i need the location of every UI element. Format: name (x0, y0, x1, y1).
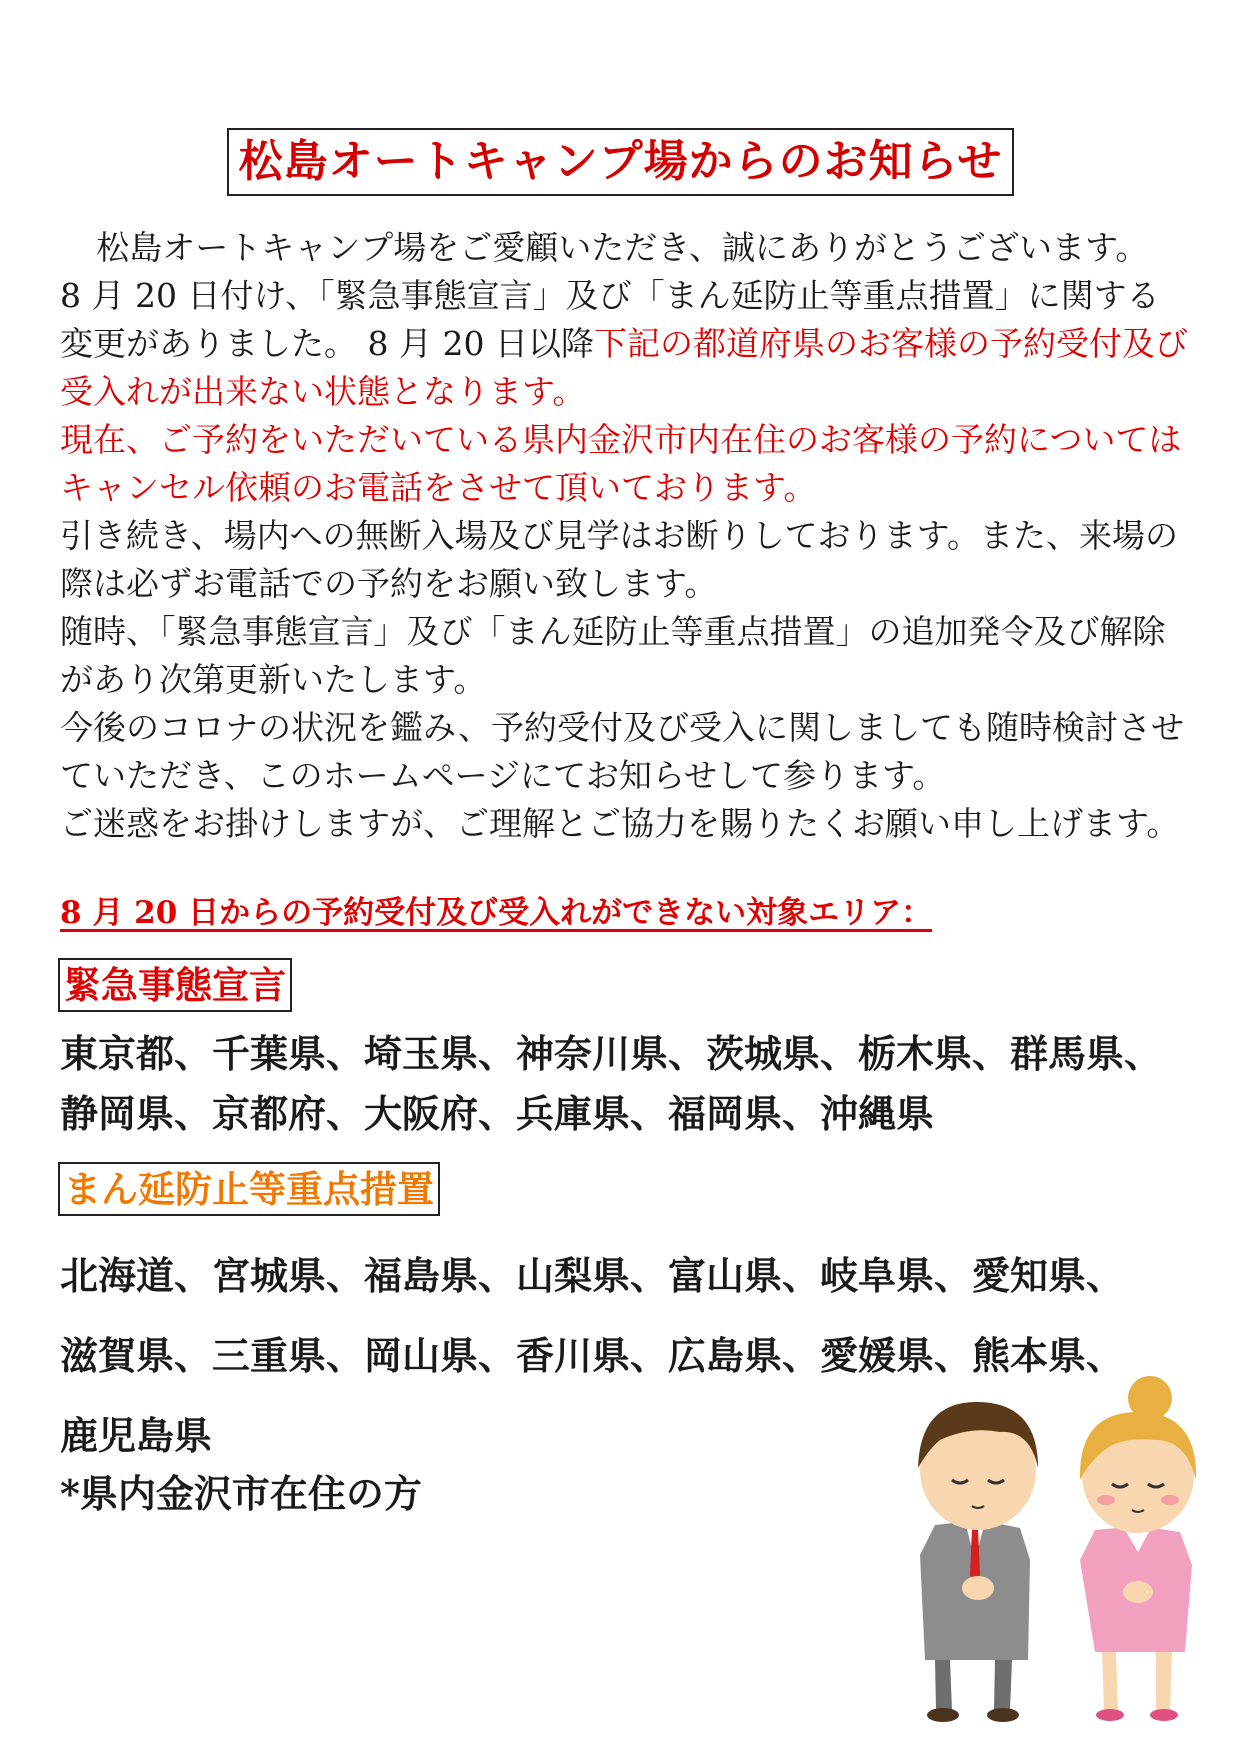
apology-paragraph: ご迷惑をお掛けしますが、ご理解とご協力を賜りたくお願い申し上げます。 (60, 804, 1180, 843)
emergency-line-1: 東京都、千葉県、埼玉県、神奈川県、茨城県、栃木県、群馬県、 (60, 1031, 1163, 1076)
page-title: 松島オートキャンプ場からのお知らせ (227, 128, 1015, 196)
priority-line-1: 北海道、宮城県、福島県、山梨県、富山県、岐阜県、愛知県、 (60, 1253, 1125, 1298)
emergency-prefecture-list (60, 1024, 1200, 1144)
bowing-staff-illustration (880, 1360, 1220, 1730)
emergency-line-2: 静岡県、京都府、大阪府、兵庫県、福岡県、沖縄県 (60, 1091, 935, 1136)
title-container (0, 128, 1241, 196)
target-area-heading: 8 月 20 日からの予約受付及び受入れができない対象エリア： (60, 895, 933, 931)
change-text: 8 月 20 日付け、「緊急事態宣言」及び「まん延防止等重点措置」に関する変更がありました。 8 月 20 日以降 (60, 276, 1160, 363)
cancellation-paragraph: 現在、ご予約をいただいている県内金沢市内在住のお客様の予約についてはキャンセル依頼のお電話をさせて頂いております。 (60, 420, 1182, 507)
kanazawa-note: *県内金沢市在住の方 (60, 1471, 422, 1516)
review-paragraph: 今後のコロナの状況を鑑み、予約受付及び受入に関しましても随時検討させていただき、このホームページにてお知らせして参ります。 (60, 708, 1184, 795)
priority-line-3: 鹿児島県 (60, 1413, 213, 1458)
priority-line-2: 滋賀県、三重県、岡山県、香川県、広島県、愛媛県、熊本県、 (60, 1333, 1125, 1378)
emergency-label: 緊急事態宣言 (58, 958, 292, 1012)
update-paragraph: 随時、「緊急事態宣言」及び「まん延防止等重点措置」の追加発令及び解除があり次第更新いたします。 (60, 612, 1166, 699)
bowing-man-icon (918, 1402, 1038, 1722)
entry-paragraph: 引き続き、場内への無断入場及び見学はお断りしております。また、来場の際は必ずお電話での予約をお願い致します。 (60, 516, 1179, 603)
priority-measures-label: まん延防止等重点措置 (58, 1162, 440, 1216)
greeting-paragraph: 松島オートキャンプ場をご愛顧いただき、誠にありがとうございます。 (96, 228, 1149, 267)
notice-body (60, 224, 1190, 848)
bowing-woman-icon (1080, 1376, 1196, 1721)
restriction-text: 下記の都道府県のお客様の予約受付及び受入れが出来ない状態となります。 (60, 324, 1188, 411)
change-paragraph (60, 272, 1190, 416)
